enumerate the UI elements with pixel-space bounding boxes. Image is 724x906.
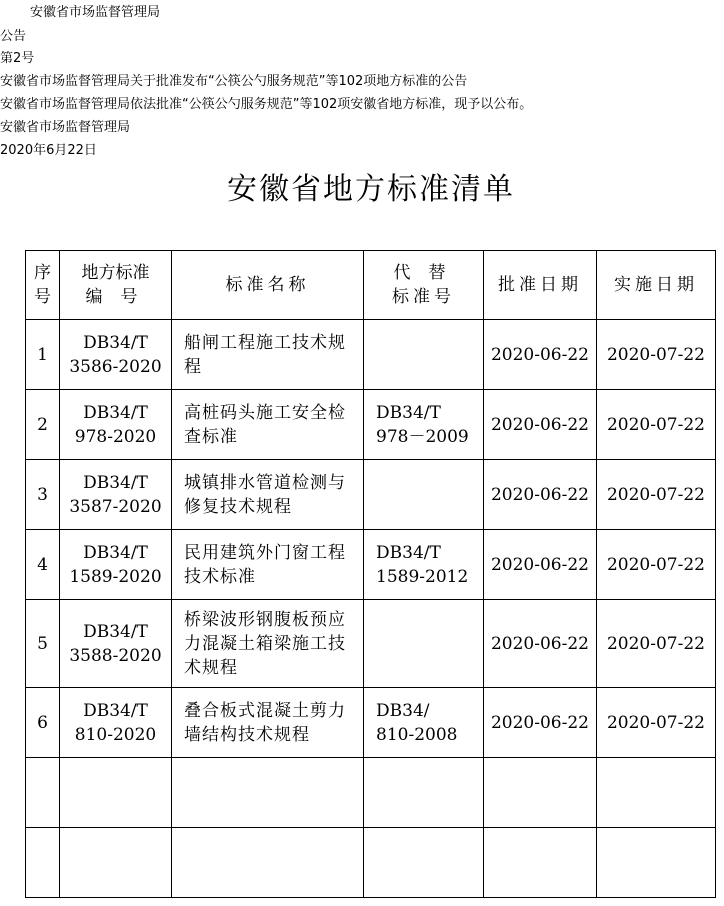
seq-cell: 2 (26, 390, 60, 460)
name-cell: 船闸工程施工技术规程 (172, 320, 364, 390)
seq-cell: 5 (26, 600, 60, 688)
impl-date-cell: 2020-07-22 (597, 460, 716, 530)
announcement-body: 安徽省市场监督管理局依法批准“公筷公勺服务规范”等102项安徽省地方标准，现予以公布。 (0, 97, 533, 112)
code-line2: 3586-2020 (69, 356, 162, 377)
name-cell (172, 758, 364, 828)
name-cell: 桥梁波形钢腹板预应力混凝土箱梁施工技术规程 (172, 600, 364, 688)
replaced-cell (364, 600, 484, 688)
code-line1: DB34/T (83, 621, 148, 642)
header-name: 标准名称 (172, 251, 364, 320)
standards-table (25, 250, 716, 898)
replaced-line1: DB34/ (376, 700, 430, 721)
header-replaced-line2: 标准号 (392, 287, 455, 307)
seq-cell: 1 (26, 320, 60, 390)
replaced-cell (364, 758, 484, 828)
header-code-line1: 地方标准 (81, 263, 150, 283)
replaced-line1: DB34/T (376, 542, 441, 563)
name-cell: 高桩码头施工安全检查标准 (172, 390, 364, 460)
seq-cell: 6 (26, 688, 60, 758)
impl-date-cell: 2020-07-22 (597, 530, 716, 600)
code-line2: 3587-2020 (69, 496, 162, 517)
empty-table-row (26, 828, 716, 898)
header-replaced (364, 251, 484, 320)
table-row (26, 460, 716, 530)
replaced-cell (364, 688, 484, 758)
table-row (26, 320, 716, 390)
approve-date-cell: 2020-06-22 (484, 390, 597, 460)
impl-date-cell: 2020-07-22 (597, 320, 716, 390)
seq-cell: 4 (26, 530, 60, 600)
seq-cell: 3 (26, 460, 60, 530)
header-replaced-line1: 代替 (393, 263, 464, 283)
code-cell (60, 600, 172, 688)
header-seq-line2: 号 (34, 287, 51, 307)
code-line1: DB34/T (83, 402, 148, 423)
announcement-kind: 公告 (0, 29, 27, 44)
approve-date-cell (484, 828, 597, 898)
header-approve-date: 批准日期 (484, 251, 597, 320)
standards-list-title: 安徽省地方标准清单 (227, 172, 515, 207)
approve-date-cell: 2020-06-22 (484, 460, 597, 530)
replaced-cell (364, 828, 484, 898)
code-cell (60, 758, 172, 828)
replaced-cell (364, 320, 484, 390)
announcement-signer: 安徽省市场监督管理局 (0, 120, 131, 135)
name-cell (172, 828, 364, 898)
announcement-number: 第2号 (0, 51, 35, 66)
seq-cell (26, 758, 60, 828)
table-row (26, 600, 716, 688)
impl-date-cell (597, 758, 716, 828)
table-row (26, 530, 716, 600)
table-row (26, 688, 716, 758)
header-code-line2: 编号 (85, 287, 156, 307)
header-seq-line1: 序 (34, 263, 51, 283)
approve-date-cell: 2020-06-22 (484, 530, 597, 600)
replaced-cell (364, 530, 484, 600)
code-line2: 3588-2020 (69, 645, 162, 666)
empty-table-row (26, 758, 716, 828)
code-cell (60, 530, 172, 600)
code-line2: 978-2020 (74, 426, 157, 447)
code-line1: DB34/T (83, 700, 148, 721)
announcement-agency: 安徽省市场监督管理局 (30, 5, 161, 20)
code-line1: DB34/T (83, 542, 148, 563)
announcement-date: 2020年6月22日 (0, 143, 97, 158)
impl-date-cell: 2020-07-22 (597, 390, 716, 460)
impl-date-cell: 2020-07-22 (597, 688, 716, 758)
approve-date-cell: 2020-06-22 (484, 688, 597, 758)
table-row (26, 390, 716, 460)
name-cell: 叠合板式混凝土剪力墙结构技术规程 (172, 688, 364, 758)
header-seq (26, 251, 60, 320)
table-header-row (26, 251, 716, 320)
impl-date-cell (597, 828, 716, 898)
code-line2: 1589-2020 (69, 566, 162, 587)
name-cell: 城镇排水管道检测与修复技术规程 (172, 460, 364, 530)
seq-cell (26, 828, 60, 898)
code-line2: 810-2020 (74, 724, 157, 745)
code-cell (60, 390, 172, 460)
replaced-line1: DB34/T (376, 402, 441, 423)
table-body (26, 320, 716, 898)
replaced-cell (364, 460, 484, 530)
approve-date-cell (484, 758, 597, 828)
impl-date-cell: 2020-07-22 (597, 600, 716, 688)
code-cell (60, 460, 172, 530)
announcement-subject: 安徽省市场监督管理局关于批准发布“公筷公勺服务规范”等102项地方标准的公告 (0, 74, 468, 89)
code-line1: DB34/T (83, 332, 148, 353)
header-impl-date: 实施日期 (597, 251, 716, 320)
code-cell (60, 828, 172, 898)
code-cell (60, 320, 172, 390)
replaced-line2: 978－2009 (376, 426, 469, 447)
name-cell: 民用建筑外门窗工程技术标准 (172, 530, 364, 600)
code-line1: DB34/T (83, 472, 148, 493)
replaced-cell (364, 390, 484, 460)
replaced-line2: 1589-2012 (376, 566, 469, 587)
approve-date-cell: 2020-06-22 (484, 600, 597, 688)
header-code (60, 251, 172, 320)
approve-date-cell: 2020-06-22 (484, 320, 597, 390)
code-cell (60, 688, 172, 758)
replaced-line2: 810-2008 (376, 724, 458, 745)
